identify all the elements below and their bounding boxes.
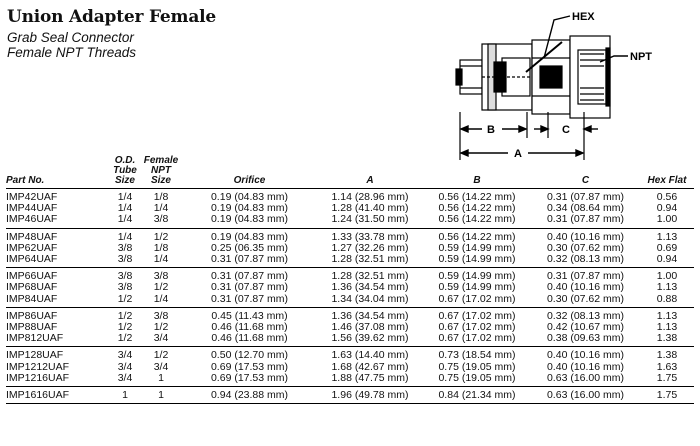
subtitle-thread-type: Female NPT Threads [7, 45, 137, 60]
c-cell: 0.40 (10.16 mm) [546, 360, 625, 373]
od-tube-size-cell: 3/8 [117, 281, 133, 294]
header-b: B [473, 175, 481, 186]
female-npt-size-cell: 1/8 [153, 241, 169, 254]
female-npt-size-cell: 1 [158, 371, 164, 384]
table-row [6, 228, 694, 243]
a-cell: 1.36 (34.54 mm) [331, 281, 409, 294]
orifice-cell: 0.31 (07.87 mm) [210, 253, 289, 266]
b-cell: 0.73 (18.54 mm) [438, 349, 516, 362]
hex-flat-cell: 0.94 [656, 202, 678, 215]
header-orifice: Orifice [233, 175, 266, 186]
b-cell: 0.75 (19.05 mm) [438, 371, 516, 384]
part-no-cell: IMP88UAF [6, 321, 58, 334]
hex-flat-cell: 0.69 [656, 241, 678, 254]
npt-end-shape [570, 36, 610, 118]
female-npt-size-cell: 3/8 [153, 309, 169, 322]
orifice-cell: 0.46 (11.68 mm) [211, 321, 288, 334]
od-tube-size-cell: 1/4 [117, 213, 133, 226]
b-cell: 0.56 (14.22 mm) [438, 230, 516, 243]
b-cell: 0.67 (17.02 mm) [438, 332, 516, 345]
orifice-cell: 0.46 (11.68 mm) [211, 332, 288, 345]
header-a: A [366, 175, 374, 186]
page-title: Union Adapter Female [7, 7, 217, 27]
od-tube-size-cell: 3/8 [117, 241, 133, 254]
od-tube-size-cell: 3/4 [117, 371, 133, 384]
female-npt-size-cell: 3/4 [153, 360, 169, 373]
hex-flat-cell: 0.88 [656, 292, 678, 305]
hex-flat-cell: 0.94 [656, 253, 678, 266]
b-cell: 0.75 (19.05 mm) [438, 360, 516, 373]
c-cell: 0.40 (10.16 mm) [546, 349, 625, 362]
female-npt-size-cell: 3/8 [153, 270, 169, 283]
female-npt-size-cell: 1/2 [153, 281, 169, 294]
part-no-cell: IMP66UAF [6, 270, 58, 283]
hex-flat-cell: 1.38 [656, 332, 678, 345]
dimension-c-label: C [562, 124, 570, 136]
part-no-cell: IMP48UAF [6, 230, 58, 243]
c-cell: 0.30 (07.62 mm) [546, 292, 625, 305]
hex-flat-cell: 1.00 [656, 213, 678, 226]
a-cell: 1.28 (32.51 mm) [331, 270, 409, 283]
female-npt-size-cell: 3/4 [153, 332, 169, 345]
part-no-cell: IMP1216UAF [6, 371, 70, 384]
c-cell: 0.42 (10.67 mm) [546, 321, 625, 334]
female-npt-size-cell: 1/4 [153, 292, 169, 305]
od-tube-size-cell: 1/2 [117, 292, 133, 305]
b-cell: 0.59 (14.99 mm) [438, 253, 516, 266]
a-cell: 1.24 (31.50 mm) [331, 213, 409, 226]
a-cell: 1.68 (42.67 mm) [331, 360, 409, 373]
orifice-cell: 0.69 (17.53 mm) [210, 371, 289, 384]
c-cell: 0.34 (08.64 mm) [546, 202, 625, 215]
part-no-cell: IMP128UAF [6, 349, 64, 362]
a-cell: 1.63 (14.40 mm) [331, 349, 409, 362]
orifice-cell: 0.25 (06.35 mm) [210, 241, 289, 254]
part-no-cell: IMP1616UAF [6, 389, 70, 402]
a-cell: 1.46 (37.08 mm) [331, 321, 409, 334]
table-group [6, 387, 694, 404]
od-tube-size-cell: 1/4 [117, 230, 133, 243]
orifice-cell: 0.45 (11.43 mm) [211, 309, 288, 322]
b-cell: 0.84 (21.34 mm) [438, 389, 516, 402]
table-row [6, 254, 694, 268]
table-row [6, 268, 694, 283]
orifice-cell: 0.69 (17.53 mm) [210, 360, 289, 373]
table-group [6, 307, 694, 347]
a-cell: 1.27 (32.26 mm) [331, 241, 409, 254]
female-npt-size-cell: 3/8 [153, 213, 169, 226]
tube-stub-shape [456, 60, 482, 94]
table-header-row [6, 156, 694, 189]
part-no-cell: IMP44UAF [6, 202, 58, 215]
table-row [6, 307, 694, 322]
orifice-cell: 0.31 (07.87 mm) [210, 292, 289, 305]
table-row [6, 214, 694, 228]
b-cell: 0.59 (14.99 mm) [438, 270, 516, 283]
c-cell: 0.32 (08.13 mm) [546, 309, 625, 322]
a-cell: 1.96 (49.78 mm) [331, 389, 409, 402]
header-hex-flat: Hex Flat [647, 175, 687, 186]
b-cell: 0.67 (17.02 mm) [438, 321, 516, 334]
orifice-cell: 0.31 (07.87 mm) [210, 281, 289, 294]
part-no-cell: IMP812UAF [6, 332, 64, 345]
part-no-cell: IMP86UAF [6, 309, 58, 322]
a-cell: 1.36 (34.54 mm) [331, 309, 409, 322]
female-npt-size-cell: 1/4 [153, 202, 169, 215]
table-group [6, 228, 694, 268]
orifice-cell: 0.19 (04.83 mm) [210, 213, 289, 226]
table-row [6, 347, 694, 362]
od-tube-size-cell: 1/2 [117, 332, 133, 345]
table-row [6, 294, 694, 308]
hex-body-shape [526, 40, 570, 114]
hex-flat-cell: 1.13 [656, 230, 678, 243]
specifications-table [6, 156, 694, 404]
c-cell: 0.40 (10.16 mm) [546, 281, 625, 294]
b-cell: 0.67 (17.02 mm) [438, 309, 516, 322]
od-tube-size-cell: 3/4 [117, 360, 133, 373]
hex-flat-cell: 1.63 [656, 360, 678, 373]
hex-flat-cell: 1.75 [656, 371, 678, 384]
c-cell: 0.31 (07.87 mm) [546, 191, 625, 203]
c-cell: 0.38 (09.63 mm) [546, 332, 625, 345]
header-female-npt-size: Female NPT Size [143, 155, 179, 186]
female-npt-size-cell: 1/8 [153, 191, 169, 203]
part-no-cell: IMP1212UAF [6, 360, 70, 373]
dimension-a-label: A [514, 148, 522, 160]
table-group [6, 268, 694, 308]
table-row [6, 333, 694, 347]
hex-flat-cell: 1.13 [656, 321, 678, 334]
hex-flat-cell: 0.56 [656, 191, 678, 203]
b-cell: 0.59 (14.99 mm) [438, 281, 516, 294]
b-cell: 0.56 (14.22 mm) [438, 191, 516, 203]
female-npt-size-cell: 1/4 [153, 253, 169, 266]
od-tube-size-cell: 3/8 [117, 253, 133, 266]
od-tube-size-cell: 1/4 [117, 202, 133, 215]
c-cell: 0.63 (16.00 mm) [546, 389, 625, 402]
c-cell: 0.63 (16.00 mm) [546, 371, 625, 384]
female-npt-size-cell: 1/2 [153, 321, 169, 334]
c-cell: 0.30 (07.62 mm) [546, 241, 625, 254]
part-no-cell: IMP62UAF [6, 241, 58, 254]
hex-flat-cell: 1.38 [656, 349, 678, 362]
part-no-cell: IMP42UAF [6, 191, 58, 203]
header-part-no: Part No. [6, 175, 45, 186]
dimension-b-label: B [487, 124, 495, 136]
od-tube-size-cell: 3/4 [117, 349, 133, 362]
seal-nut-shape [482, 44, 532, 110]
female-npt-size-cell: 1 [158, 389, 164, 402]
a-cell: 1.88 (47.75 mm) [331, 371, 409, 384]
part-no-cell: IMP84UAF [6, 292, 58, 305]
a-cell: 1.56 (39.62 mm) [331, 332, 409, 345]
female-npt-size-cell: 1/2 [153, 349, 169, 362]
c-cell: 0.40 (10.16 mm) [546, 230, 625, 243]
c-cell: 0.31 (07.87 mm) [546, 213, 625, 226]
hex-flat-cell: 1.13 [656, 309, 678, 322]
od-tube-size-cell: 3/8 [117, 270, 133, 283]
orifice-cell: 0.19 (04.83 mm) [210, 202, 289, 215]
header-od-tube-size: O.D. Tube Size [113, 155, 137, 186]
orifice-cell: 0.19 (04.83 mm) [210, 191, 289, 203]
table-row [6, 373, 694, 387]
part-no-cell: IMP68UAF [6, 281, 58, 294]
orifice-cell: 0.94 (23.88 mm) [210, 389, 289, 402]
a-cell: 1.34 (34.04 mm) [331, 292, 409, 305]
a-cell: 1.33 (33.78 mm) [331, 230, 409, 243]
subtitle-connector-type: Grab Seal Connector [7, 30, 134, 45]
od-tube-size-cell: 1 [122, 389, 128, 402]
part-no-cell: IMP46UAF [6, 213, 58, 226]
hex-flat-cell: 1.00 [656, 270, 678, 283]
header-c: C [581, 175, 590, 186]
fitting-drawing [430, 0, 700, 160]
table-row [6, 282, 694, 293]
fitting-dimension-diagram [430, 0, 700, 160]
c-cell: 0.31 (07.87 mm) [546, 270, 625, 283]
hex-flat-cell: 1.75 [656, 389, 678, 402]
a-cell: 1.28 (32.51 mm) [331, 253, 409, 266]
hex-flat-cell: 1.13 [656, 281, 678, 294]
part-no-cell: IMP64UAF [6, 253, 58, 266]
a-cell: 1.14 (28.96 mm) [331, 191, 409, 203]
od-tube-size-cell: 1/4 [117, 191, 133, 203]
b-cell: 0.56 (14.22 mm) [438, 213, 516, 226]
table-group [6, 347, 694, 387]
table-group [6, 189, 694, 229]
a-cell: 1.28 (41.40 mm) [331, 202, 409, 215]
od-tube-size-cell: 1/2 [117, 309, 133, 322]
b-cell: 0.67 (17.02 mm) [438, 292, 516, 305]
b-cell: 0.56 (14.22 mm) [438, 202, 516, 215]
orifice-cell: 0.31 (07.87 mm) [210, 270, 289, 283]
table-row [6, 189, 694, 204]
b-cell: 0.59 (14.99 mm) [438, 241, 516, 254]
hex-callout: HEX [572, 11, 595, 23]
female-npt-size-cell: 1/2 [153, 230, 169, 243]
npt-callout: NPT [630, 51, 652, 63]
od-tube-size-cell: 1/2 [117, 321, 133, 334]
table-row [6, 387, 694, 404]
c-cell: 0.32 (08.13 mm) [546, 253, 625, 266]
orifice-cell: 0.19 (04.83 mm) [210, 230, 289, 243]
orifice-cell: 0.50 (12.70 mm) [210, 349, 289, 362]
